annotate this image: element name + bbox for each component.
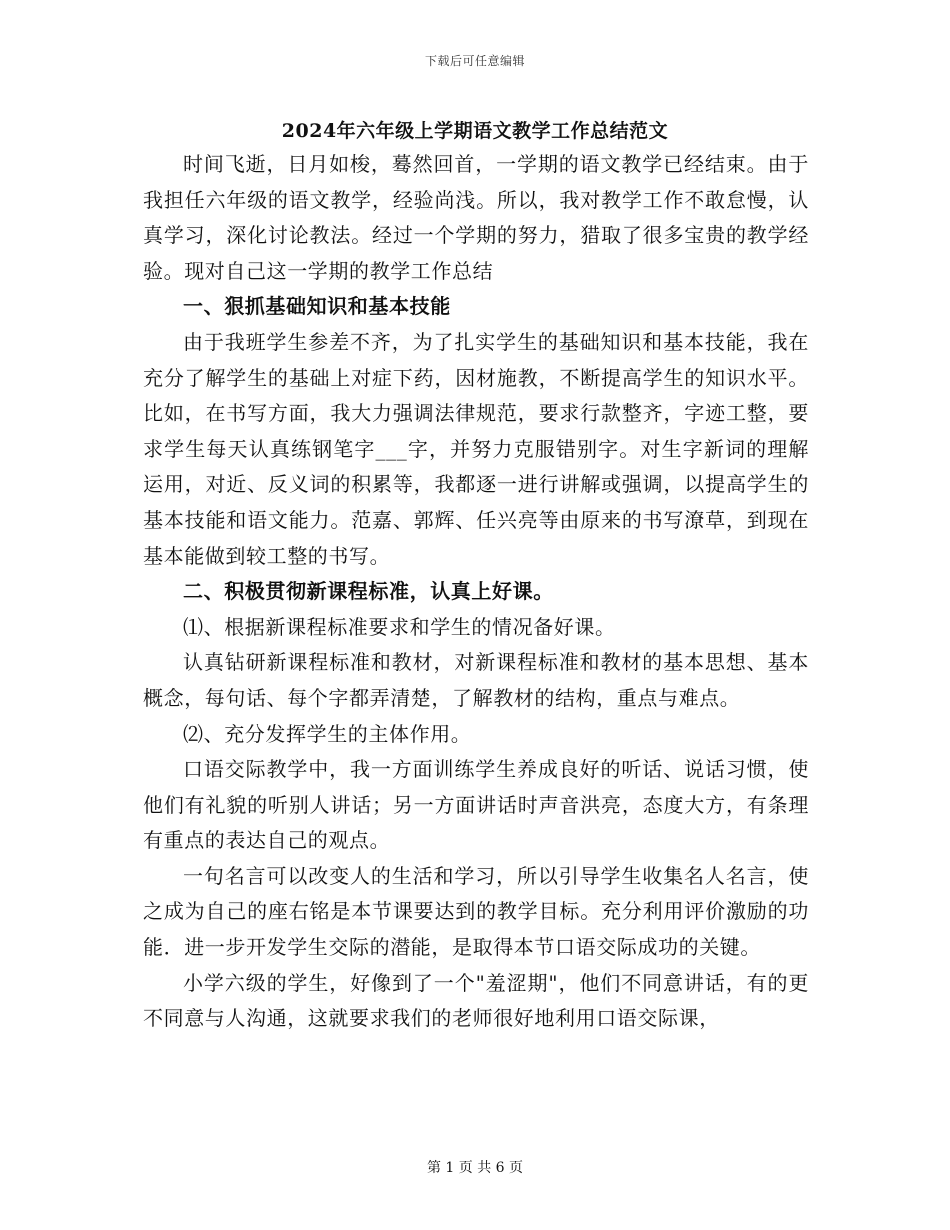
- subsection-2-paragraph-2: 一句名言可以改变人的生活和学习，所以引导学生收集名人名言，使之成为自己的座右铭是本节课要达到的教学目标。充分利用评价激励的功能．进一步开发学生交际的潜能，是取得本节口语交际成功的关键。: [143, 863, 809, 960]
- section-heading-2: 二、积极贯彻新课程标准，认真上好课。: [183, 579, 554, 604]
- subsection-heading-1: ⑴、根据新课程标准要求和学生的情况备好课。: [183, 614, 616, 639]
- section-1-paragraph: 由于我班学生参差不齐，为了扎实学生的基础知识和基本技能，我在充分了解学生的基础上对症下药，因材施教，不断提高学生的知识水平。比如，在书写方面，我大力强调法律规范，要求行款整齐，字迹工整，要求学生每天认真练钢笔字___字，并努力克服错别字。对生字新词的理解运用，对近、反义词的积累等，我都逐一进行讲解或强调，以提高学生的基本技能和语文能力。范嘉、郭辉、任兴亮等由原来的书写潦草，到现在基本能做到较工整的书写。: [143, 329, 809, 568]
- subsection-2-paragraph-1: 口语交际教学中，我一方面训练学生养成良好的听话、说话习惯，使他们有礼貌的听别人讲话；另一方面讲话时声音洪亮，态度大方，有条理有重点的表达自己的观点。: [143, 757, 809, 853]
- section-heading-1: 一、狠抓基础知识和基本技能: [183, 294, 451, 319]
- subsection-2-paragraph-3: 小学六级的学生，好像到了一个"羞涩期"，他们不同意讲话，有的更不同意与人沟通，这就要求我们的老师很好地利用口语交际课，: [143, 970, 809, 1031]
- subsection-1-paragraph: 认真钻研新课程标准和教材，对新课程标准和教材的基本思想、基本概念，每句话、每个字都弄清楚，了解教材的结构，重点与难点。: [143, 650, 809, 710]
- page-header-note: 下载后可任意编辑: [424, 54, 525, 68]
- document-title: 2024年六年级上学期语文教学工作总结范文: [281, 120, 669, 142]
- subsection-heading-2: ⑵、充分发挥学生的主体作用。: [183, 721, 472, 746]
- document-body: [143, 147, 809, 1037]
- intro-paragraph: 时间飞逝，日月如梭，蓦然回首，一学期的语文教学已经结束。由于我担任六年级的语文教学，经验尚浅。所以，我对教学工作不敢怠慢，认真学习，深化讨论教法。经过一个学期的努力，猎取了很多宝贵的教学经验。现对自己这一学期的教学工作总结: [143, 152, 809, 283]
- page-footer-indicator: 第 1 页 共 6 页: [426, 1160, 524, 1176]
